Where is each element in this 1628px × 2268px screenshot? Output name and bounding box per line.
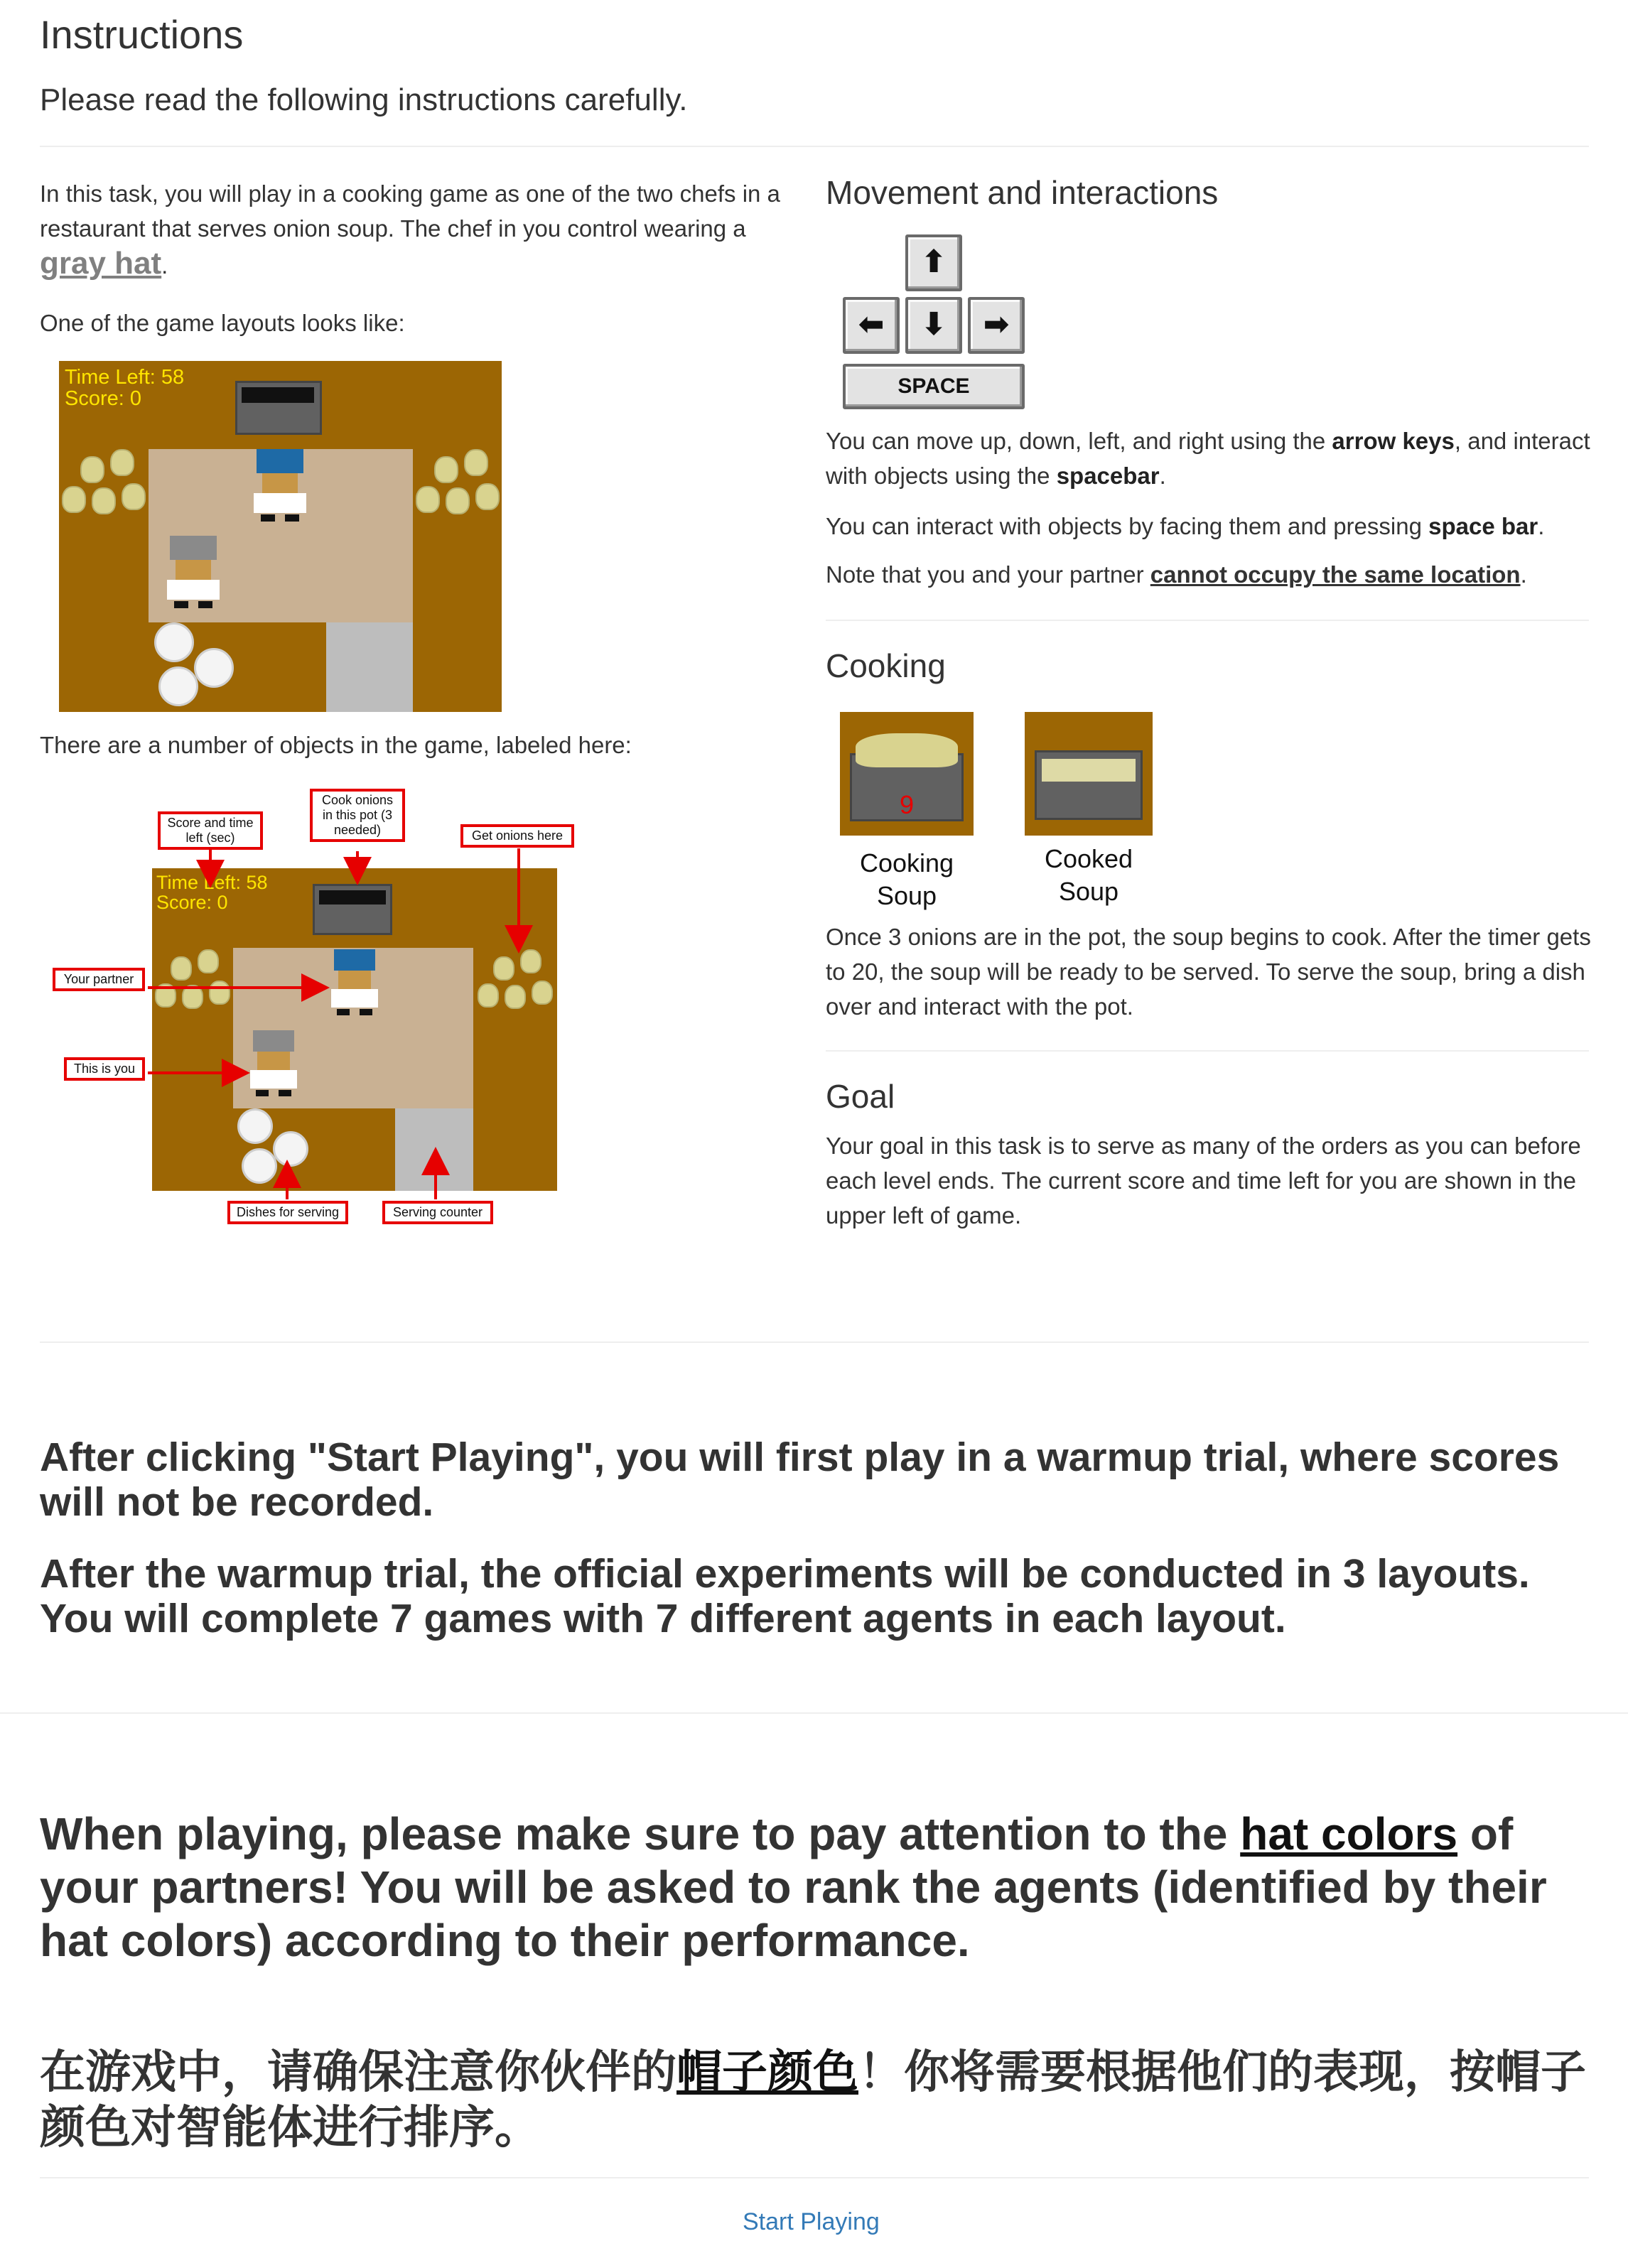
goal-text: Your goal in this task is to serve as many of the orders as you can before each level ends. The current score and time left for you are shown in the upper left of game. xyxy=(826,1133,1581,1228)
movement-title: Movement and interactions xyxy=(826,174,1219,211)
page-title: Instructions xyxy=(40,12,244,57)
hud-score: Score: 0 xyxy=(65,387,141,410)
official-note: After the warmup trial, the official experiments will be conducted in 3 layouts. You will complete 7 games with 7 different agents in each layout. xyxy=(40,1551,1530,1641)
left-arrow-key: ⬅ xyxy=(843,297,900,354)
cooked-soup-image xyxy=(1025,712,1153,836)
diagram-hud-time-left: Time Left: 58 xyxy=(156,872,268,893)
hat-color-notice-zh: 在游戏中，请确保注意你伙伴的帽子颜色！你将需要根据他们的表现，按帽子颜色对智能体进行排序。 xyxy=(40,2046,1586,2154)
label-cook-onions: Cook onions in this pot (3 needed) xyxy=(310,789,405,842)
hat-color-notice-en: When playing, please make sure to pay attention to the hat colors of your partners! You will be asked to rank the agents (identified by their hat colors) according to their performance. xyxy=(40,1808,1547,1966)
objects-caption: There are a number of objects in the game, labeled here: xyxy=(40,732,632,758)
down-arrow-key: ⬇ xyxy=(905,297,962,354)
cooking-title: Cooking xyxy=(826,647,946,684)
label-serving-counter: Serving counter xyxy=(382,1201,493,1224)
divider-mid xyxy=(40,1341,1589,1343)
label-dishes: Dishes for serving xyxy=(227,1201,348,1224)
space-key: SPACE xyxy=(843,364,1025,409)
cooking-soup-image xyxy=(840,712,974,836)
layout-caption: One of the game layouts looks like: xyxy=(40,310,405,336)
label-this-is-you: This is you xyxy=(64,1057,145,1081)
intro-text: In this task, you will play in a cooking game as one of the two chefs in a restaurant that serves onion soup. The chef in you control wearing a gray hat. xyxy=(40,180,780,281)
divider-cooking xyxy=(826,1050,1589,1052)
start-playing-button[interactable]: Start Playing xyxy=(743,2208,880,2235)
label-your-partner: Your partner xyxy=(53,968,145,991)
divider-bottom xyxy=(40,2177,1589,2178)
gray-hat-highlight: gray hat xyxy=(40,246,162,281)
divider-top xyxy=(40,146,1589,147)
diagram-arrows xyxy=(0,782,583,1222)
movement-text-2: You can interact with objects by facing them and pressing space bar. xyxy=(826,513,1545,539)
cooking-text: Once 3 onions are in the pot, the soup begins to cook. After the timer gets to 20, the soup will be ready to be served. To serve the soup, bring a dish over and interact with the pot. xyxy=(826,924,1591,1020)
cooking-soup-label: Cooking Soup xyxy=(859,848,954,910)
label-get-onions: Get onions here xyxy=(460,824,574,848)
up-arrow-key: ⬆ xyxy=(905,234,962,291)
pot xyxy=(235,381,322,435)
movement-text-3: Note that you and your partner cannot occupy the same location. xyxy=(826,561,1527,588)
game-layout-image xyxy=(59,361,502,712)
right-arrow-key: ➡ xyxy=(968,297,1025,354)
divider-full xyxy=(0,1712,1628,1714)
partner-chef xyxy=(252,449,308,524)
goal-title: Goal xyxy=(826,1078,895,1115)
warmup-note: After clicking "Start Playing", you will first play in a warmup trial, where scores will not be recorded. xyxy=(40,1435,1560,1525)
cooked-soup-label: Cooked Soup xyxy=(1044,844,1133,906)
cooking-timer: 9 xyxy=(900,790,915,819)
player-chef xyxy=(166,536,221,611)
divider-movement xyxy=(826,620,1589,621)
serving-counter xyxy=(326,622,413,712)
page-subtitle: Please read the following instructions carefully. xyxy=(40,82,688,117)
hud-time-left: Time Left: 58 xyxy=(65,366,185,389)
diagram-hud-score: Score: 0 xyxy=(156,892,228,913)
label-score-time: Score and time left (sec) xyxy=(158,811,263,850)
movement-text-1: You can move up, down, left, and right using the arrow keys, and interact with objects using the spacebar. xyxy=(826,428,1590,489)
